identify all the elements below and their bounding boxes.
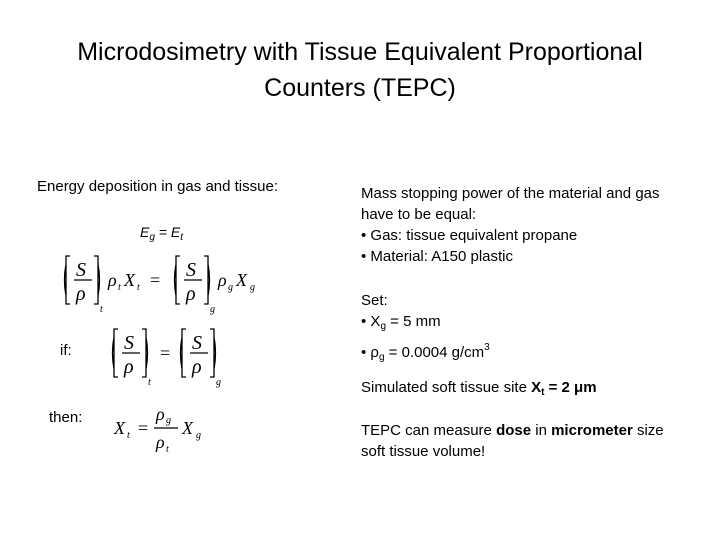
gas-bullet: • Gas: tissue equivalent propane <box>361 227 578 244</box>
svg-text:ρ: ρ <box>218 270 227 290</box>
xg-subscript: g <box>380 321 386 332</box>
rhog-prefix: • ρ <box>361 344 379 361</box>
xt-value: = 2 μm <box>544 379 597 396</box>
xt-symbol: X <box>531 379 542 396</box>
tepc-mid: in <box>531 422 552 439</box>
svg-text:ρ: ρ <box>124 356 134 378</box>
svg-text:ρ: ρ <box>156 404 165 424</box>
tissue-site-line <box>361 377 597 403</box>
tepc-line-2: soft tissue volume! <box>361 443 486 460</box>
eg-subscript: g <box>149 232 155 243</box>
svg-text:t: t <box>137 282 140 293</box>
xg-prefix: • X <box>361 313 381 330</box>
svg-text:t: t <box>166 444 169 455</box>
set-heading: Set: <box>361 292 388 309</box>
energy-equality <box>140 224 183 243</box>
tepc-line-1 <box>361 420 664 441</box>
tepc-post: size <box>632 422 664 439</box>
svg-text:ρ: ρ <box>192 356 202 378</box>
svg-text:ρ: ρ <box>108 270 117 290</box>
svg-text:ρ: ρ <box>186 283 196 305</box>
tepc-statement <box>361 420 664 462</box>
svg-text:g: g <box>228 282 233 293</box>
rhog-value: = 0.0004 g/cm <box>384 344 485 361</box>
svg-text:g: g <box>250 282 255 293</box>
set-block <box>361 290 490 368</box>
svg-text:X: X <box>114 418 125 438</box>
equation-stopping-power-equal <box>112 325 242 393</box>
tissue-site-text: Simulated soft tissue site <box>361 379 532 396</box>
stopping-power-block <box>361 183 660 267</box>
tepc-pre: TEPC can measure <box>361 422 497 439</box>
svg-text:g: g <box>216 377 221 388</box>
equation-stopping-power-svg <box>112 325 242 389</box>
equation-energy-balance <box>62 252 272 320</box>
tepc-dose: dose <box>496 422 532 439</box>
eg-symbol: E <box>140 224 150 240</box>
energy-deposition-heading: Energy deposition in gas and tissue: <box>37 178 278 195</box>
svg-text:t: t <box>148 377 151 388</box>
slide-title <box>40 34 680 106</box>
xg-value: = 5 mm <box>386 313 441 330</box>
svg-text:g: g <box>210 304 215 315</box>
xg-bullet <box>361 311 490 337</box>
svg-text:g: g <box>166 415 171 426</box>
if-label: if: <box>60 342 72 359</box>
material-bullet: • Material: A150 plastic <box>361 248 513 265</box>
svg-text:t: t <box>100 304 103 315</box>
xt-subscript: t <box>541 387 545 398</box>
rhog-superscript: 3 <box>484 342 490 353</box>
svg-text:t: t <box>118 282 121 293</box>
equation-energy-balance-svg <box>62 252 272 316</box>
svg-text:S: S <box>76 259 86 281</box>
svg-text:ρ: ρ <box>76 283 86 305</box>
equation-tissue-thickness-svg <box>112 400 222 456</box>
title-line-1: Microdosimetry with Tissue Equivalent Proportional <box>77 38 643 66</box>
rhog-bullet <box>361 337 490 368</box>
svg-text:S: S <box>192 332 202 354</box>
title-line-2: Counters (TEPC) <box>264 74 456 102</box>
svg-text:ρ: ρ <box>156 432 165 452</box>
then-label: then: <box>49 409 83 426</box>
stopping-power-line-1: Mass stopping power of the material and gas <box>361 185 660 202</box>
svg-text:S: S <box>186 259 196 281</box>
svg-text:X: X <box>182 418 193 438</box>
svg-text:X: X <box>124 270 135 290</box>
tepc-unit: micrometer <box>551 422 633 439</box>
svg-text:=: = <box>150 270 161 290</box>
et-subscript: t <box>180 232 183 243</box>
svg-text:S: S <box>124 332 134 354</box>
et-symbol: E <box>170 224 181 240</box>
stopping-power-line-2: have to be equal: <box>361 206 477 223</box>
equation-tissue-thickness <box>112 400 222 460</box>
svg-text:t: t <box>127 430 130 441</box>
equals-sign: = <box>158 224 167 240</box>
svg-text:=: = <box>138 418 149 438</box>
svg-text:g: g <box>196 430 201 441</box>
svg-text:X: X <box>236 270 247 290</box>
svg-text:=: = <box>160 343 171 363</box>
rhog-subscript: g <box>378 352 385 363</box>
